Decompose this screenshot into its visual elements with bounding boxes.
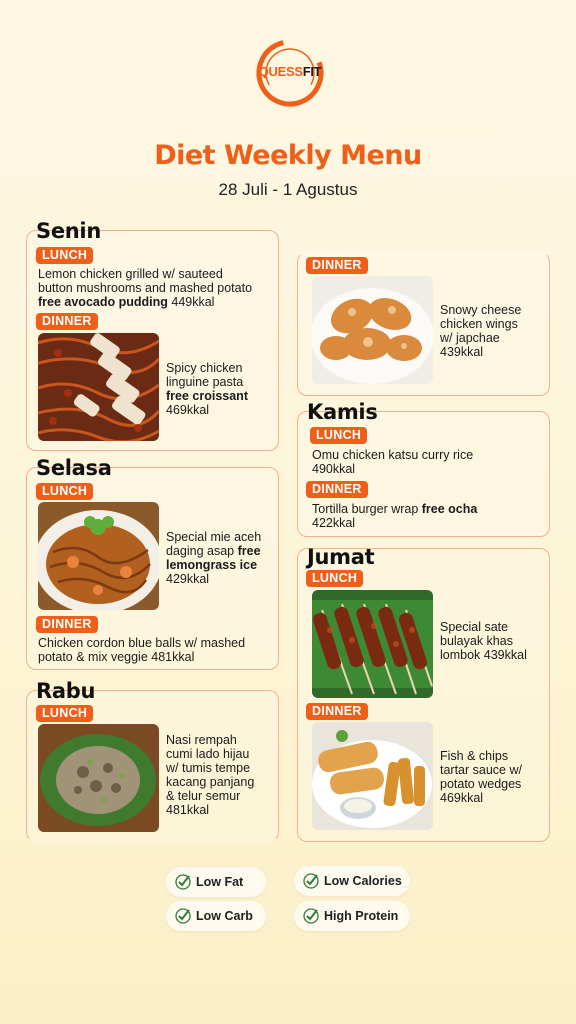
date-range: 28 Juli - 1 Agustus bbox=[218, 180, 358, 199]
check-circle-icon bbox=[174, 907, 192, 925]
day-title-senin: Senin bbox=[36, 219, 101, 243]
nasi-rempah-photo bbox=[38, 724, 159, 832]
rabu-dinner-menu: Snowy cheese chicken wings w/ japchae 439kkal bbox=[440, 303, 522, 359]
lunch-tag: LUNCH bbox=[36, 705, 93, 722]
logo-wordmark: QUESSFIT bbox=[258, 64, 322, 79]
mie-aceh-photo bbox=[38, 502, 159, 610]
senin-dinner-menu: Spicy chicken linguine pasta free croissant 469kkal bbox=[166, 361, 248, 417]
dinner-tag: DINNER bbox=[36, 616, 98, 633]
lunch-tag: LUNCH bbox=[310, 427, 367, 444]
day-title-kamis: Kamis bbox=[307, 400, 378, 424]
check-circle-icon bbox=[174, 873, 192, 891]
selasa-lunch-menu: Special mie aceh daging asap free lemongrass ice 429kkal bbox=[166, 530, 262, 586]
senin-lunch-menu: Lemon chicken grilled w/ sauteed button mushrooms and mashed potato free avocado pudding 449kkal bbox=[38, 267, 253, 309]
badge-low-carb: Low Carb bbox=[166, 901, 266, 931]
lunch-tag: LUNCH bbox=[36, 483, 93, 500]
jumat-lunch-menu: Special sate bulayak khas lombok 439kkal bbox=[440, 620, 527, 662]
kamis-lunch-menu: Omu chicken katsu curry rice 490kkal bbox=[312, 448, 474, 476]
badge-low-fat: Low Fat bbox=[166, 867, 266, 897]
kamis-dinner-menu: Tortilla burger wrap free ocha 422kkal bbox=[312, 502, 478, 530]
page-title: Diet Weekly Menu bbox=[154, 140, 422, 171]
lunch-tag: LUNCH bbox=[36, 247, 93, 264]
jumat-dinner-menu: Fish & chips tartar sauce w/ potato wedges 469kkal bbox=[440, 749, 522, 805]
dinner-tag: DINNER bbox=[36, 313, 98, 330]
dinner-tag: DINNER bbox=[306, 257, 368, 274]
dinner-tag: DINNER bbox=[306, 703, 368, 720]
day-title-jumat: Jumat bbox=[307, 545, 375, 569]
check-circle-icon bbox=[302, 907, 320, 925]
chicken-wings-photo bbox=[312, 276, 433, 384]
lunch-tag: LUNCH bbox=[306, 570, 363, 587]
fish-and-chips-photo bbox=[312, 722, 433, 830]
badge-high-protein: High Protein bbox=[294, 901, 410, 931]
spicy-chicken-linguine-photo bbox=[38, 333, 159, 441]
check-circle-icon bbox=[302, 872, 320, 890]
day-title-rabu: Rabu bbox=[36, 679, 96, 703]
rabu-lunch-menu: Nasi rempah cumi lado hijau w/ tumis tempe kacang panjang & telur semur 481kkal bbox=[166, 733, 255, 817]
quessfit-logo bbox=[253, 36, 327, 110]
day-title-selasa: Selasa bbox=[36, 456, 112, 480]
dinner-tag: DINNER bbox=[306, 481, 368, 498]
selasa-dinner-menu: Chicken cordon blue balls w/ mashed potato & mix veggie 481kkal bbox=[38, 636, 246, 664]
badge-low-calories: Low Calories bbox=[294, 866, 410, 896]
sate-photo bbox=[312, 590, 433, 698]
